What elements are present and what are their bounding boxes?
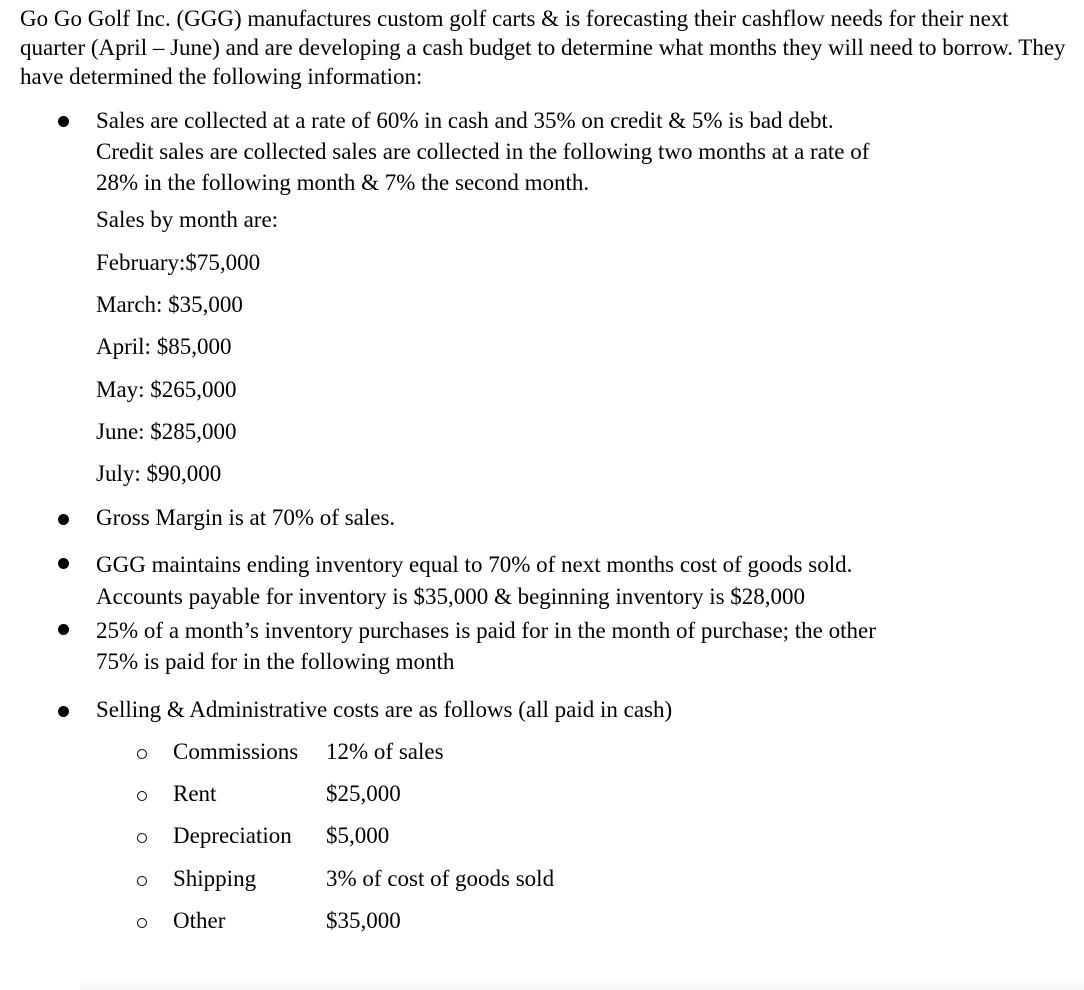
sub-bullet-icon	[137, 876, 147, 886]
sub-bullet-icon	[137, 918, 147, 928]
collections-line: Sales are collected at a rate of 60% in cash and 35% on credit & 5% is bad debt.	[96, 108, 834, 133]
bullet-icon	[58, 116, 69, 127]
sga-label-shipping: Shipping	[173, 866, 257, 891]
collections-line: Credit sales are collected sales are collected in the following two months at a rate of	[96, 139, 870, 164]
bullet-icon	[58, 558, 69, 569]
collections-line: 28% in the following month & 7% the second month.	[96, 170, 590, 195]
purchases-line: 75% is paid for in the following month	[96, 649, 455, 674]
sales-april: April: $85,000	[96, 334, 232, 359]
sales-june: June: $285,000	[96, 419, 237, 444]
sub-bullet-icon	[137, 833, 147, 843]
bullet-icon	[58, 514, 69, 525]
sga-label-commissions: Commissions	[173, 739, 299, 764]
sga-label-other: Other	[173, 908, 226, 933]
sga-value-depreciation: $5,000	[326, 823, 390, 848]
sub-bullet-icon	[137, 791, 147, 801]
sales-heading: Sales by month are:	[96, 207, 279, 232]
sga-value-rent: $25,000	[326, 781, 401, 806]
purchases-text	[96, 615, 876, 677]
sales-february: February:$75,000	[96, 250, 261, 275]
inventory-line: GGG maintains ending inventory equal to 70% of next months cost of goods sold.	[96, 552, 853, 577]
sales-may: May: $265,000	[96, 377, 237, 402]
sga-value-other: $35,000	[326, 908, 401, 933]
sga-value-shipping: 3% of cost of goods sold	[326, 866, 555, 891]
inventory-text	[96, 549, 852, 613]
page-bottom-edge	[80, 978, 1084, 990]
sga-label-depreciation: Depreciation	[173, 823, 292, 848]
sales-july: July: $90,000	[96, 461, 222, 486]
sub-bullet-icon	[137, 749, 147, 759]
sga-label-rent: Rent	[173, 781, 217, 806]
gross-margin-text: Gross Margin is at 70% of sales.	[96, 505, 396, 530]
sales-march: March: $35,000	[96, 292, 243, 317]
inventory-line: Accounts payable for inventory is $35,000 & beginning inventory is $28,000	[96, 584, 806, 609]
bullet-icon	[58, 706, 69, 717]
bullet-icon	[58, 624, 69, 635]
collections-text	[96, 105, 869, 198]
sga-heading: Selling & Administrative costs are as follows (all paid in cash)	[96, 697, 673, 722]
intro-paragraph: Go Go Golf Inc. (GGG) manufactures custom golf carts & is forecasting their cashflow needs for their next quarter (April – June) and are developing a cash budget to determine what months they will need to borrow. They have determined the following information:	[20, 6, 1066, 89]
purchases-line: 25% of a month’s inventory purchases is paid for in the month of purchase; the other	[96, 618, 876, 643]
sga-value-commissions: 12% of sales	[326, 739, 444, 764]
